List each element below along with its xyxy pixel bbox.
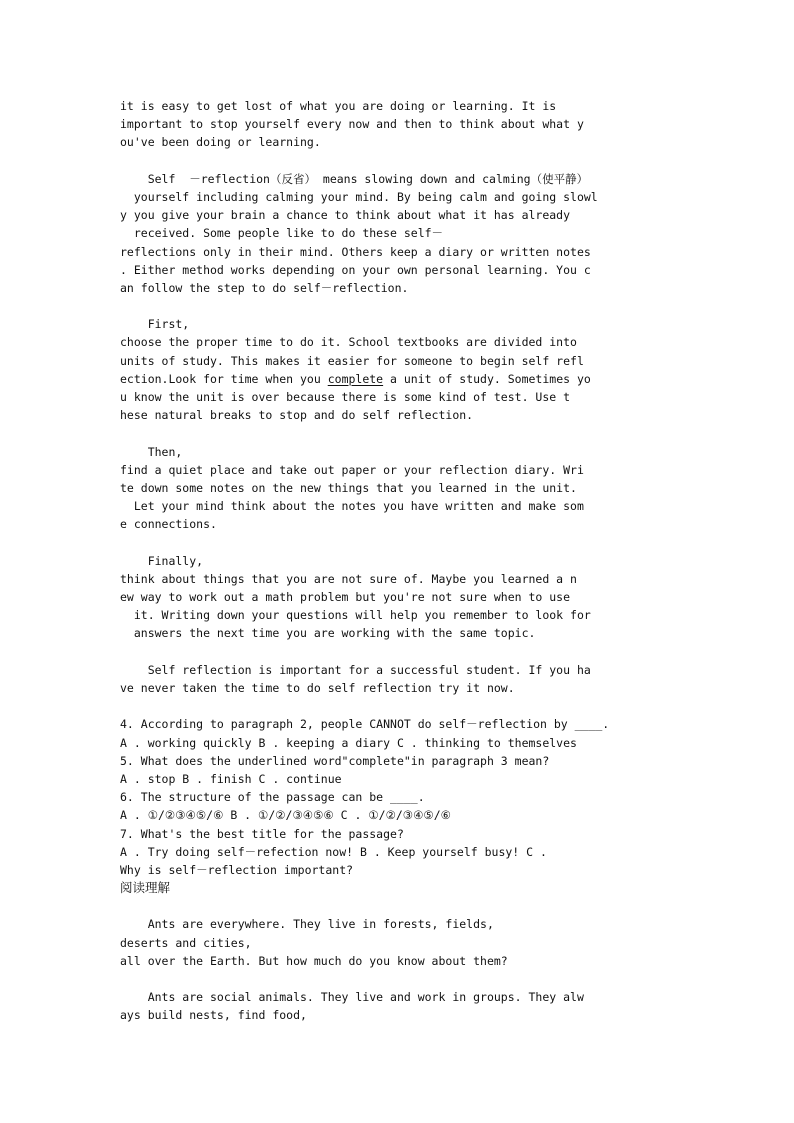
passage-paragraph-2 [120, 170, 676, 297]
paragraph-gap [120, 897, 676, 915]
passage-paragraph-1 [120, 97, 676, 152]
text-line: reflections only in their mind. Others keep a diary or written notes [120, 244, 591, 259]
underlined-word-complete: complete [327, 371, 384, 386]
text-line: all over the Earth. But how much do you know about them? [120, 953, 508, 968]
text-line: ays build nests, find food, [120, 1008, 307, 1023]
question-7: 7. What's the best title for the passage? [120, 826, 404, 841]
paragraph-gap [120, 534, 676, 552]
text-line: Then, [120, 444, 183, 459]
text-segment: a unit of study. Sometimes yo [383, 371, 591, 386]
question-5-options: A . stop B . finish C . continue [120, 771, 342, 786]
passage2-paragraph-1 [120, 915, 676, 970]
text-line: Self －reflection（反省） means slowing down and calming（使平静） [120, 171, 589, 186]
text-line: it. Writing down your questions will help you remember to look for [120, 608, 591, 623]
paragraph-gap [120, 697, 676, 715]
question-5: 5. What does the underlined word"complete"in paragraph 3 mean? [120, 753, 550, 768]
text-line: Finally, [120, 553, 204, 568]
question-list [120, 715, 676, 879]
text-line: te down some notes on the new things that you learned in the unit. [120, 480, 577, 495]
document-page [120, 97, 676, 1025]
text-line: ew way to work out a math problem but you're not sure when to use [120, 590, 571, 605]
text-line: important to stop yourself every now and then to think about what y [120, 117, 584, 132]
passage-paragraph-5 [120, 552, 676, 643]
question-4: 4. According to paragraph 2, people CANNOT do self－reflection by ____. [120, 717, 610, 732]
text-segment: ection.Look for time when you [120, 371, 328, 386]
text-line: an follow the step to do self－reflection. [120, 280, 409, 295]
question-7-options: A . Try doing self－refection now! B . Keep yourself busy! C . [120, 844, 547, 859]
text-line: units of study. This makes it easier for someone to begin self refl [120, 353, 584, 368]
text-line: choose the proper time to do it. School textbooks are divided into [120, 335, 577, 350]
passage-paragraph-4 [120, 443, 676, 534]
text-line: y you give your brain a chance to think about what it has already [120, 208, 571, 223]
question-6-options: A . ①/②③④⑤/⑥ B . ①/②/③④⑤⑥ C . ①/②/③④⑤/⑥ [120, 808, 451, 823]
text-line: Ants are social animals. They live and work in groups. They alw [120, 990, 584, 1005]
text-line: e connections. [120, 517, 217, 532]
paragraph-gap [120, 297, 676, 315]
text-line: Ants are everywhere. They live in forests, fields, [120, 917, 494, 932]
text-line: ve never taken the time to do self reflection try it now. [120, 681, 515, 695]
text-line: think about things that you are not sure of. Maybe you learned a n [120, 571, 577, 586]
paragraph-gap [120, 643, 676, 661]
text-line: received. Some people like to do these self－ [120, 226, 444, 241]
question-4-options: A . working quickly B . keeping a diary C . thinking to themselves [120, 735, 577, 750]
text-line: u know the unit is over because there is some kind of test. Use t [120, 390, 571, 404]
section-heading: 阅读理解 [120, 880, 171, 896]
passage2-paragraph-2 [120, 988, 676, 1024]
question-7-option-c: Why is self－reflection important? [120, 862, 354, 877]
text-line-with-underline [120, 370, 676, 388]
text-line: ou've been doing or learning. [120, 135, 321, 150]
text-line: Let your mind think about the notes you have written and make som [120, 499, 584, 514]
question-6: 6. The structure of the passage can be ____. [120, 790, 425, 805]
text-line: answers the next time you are working with the same topic. [120, 626, 536, 641]
text-line: First, [120, 317, 190, 332]
text-line: yourself including calming your mind. By being calm and going slowl [120, 189, 598, 204]
paragraph-gap [120, 152, 676, 170]
text-line: find a quiet place and take out paper or your reflection diary. Wri [120, 462, 584, 477]
passage-paragraph-3 [120, 315, 676, 424]
paragraph-gap [120, 970, 676, 988]
text-line: hese natural breaks to stop and do self reflection. [120, 408, 474, 423]
text-line: it is easy to get lost of what you are doing or learning. It is [120, 99, 557, 113]
text-line: Self reflection is important for a successful student. If you ha [120, 662, 591, 677]
paragraph-gap [120, 424, 676, 442]
text-line: . Either method works depending on your own personal learning. You c [120, 262, 591, 277]
text-line: deserts and cities, [120, 935, 252, 950]
passage-paragraph-6 [120, 661, 676, 697]
